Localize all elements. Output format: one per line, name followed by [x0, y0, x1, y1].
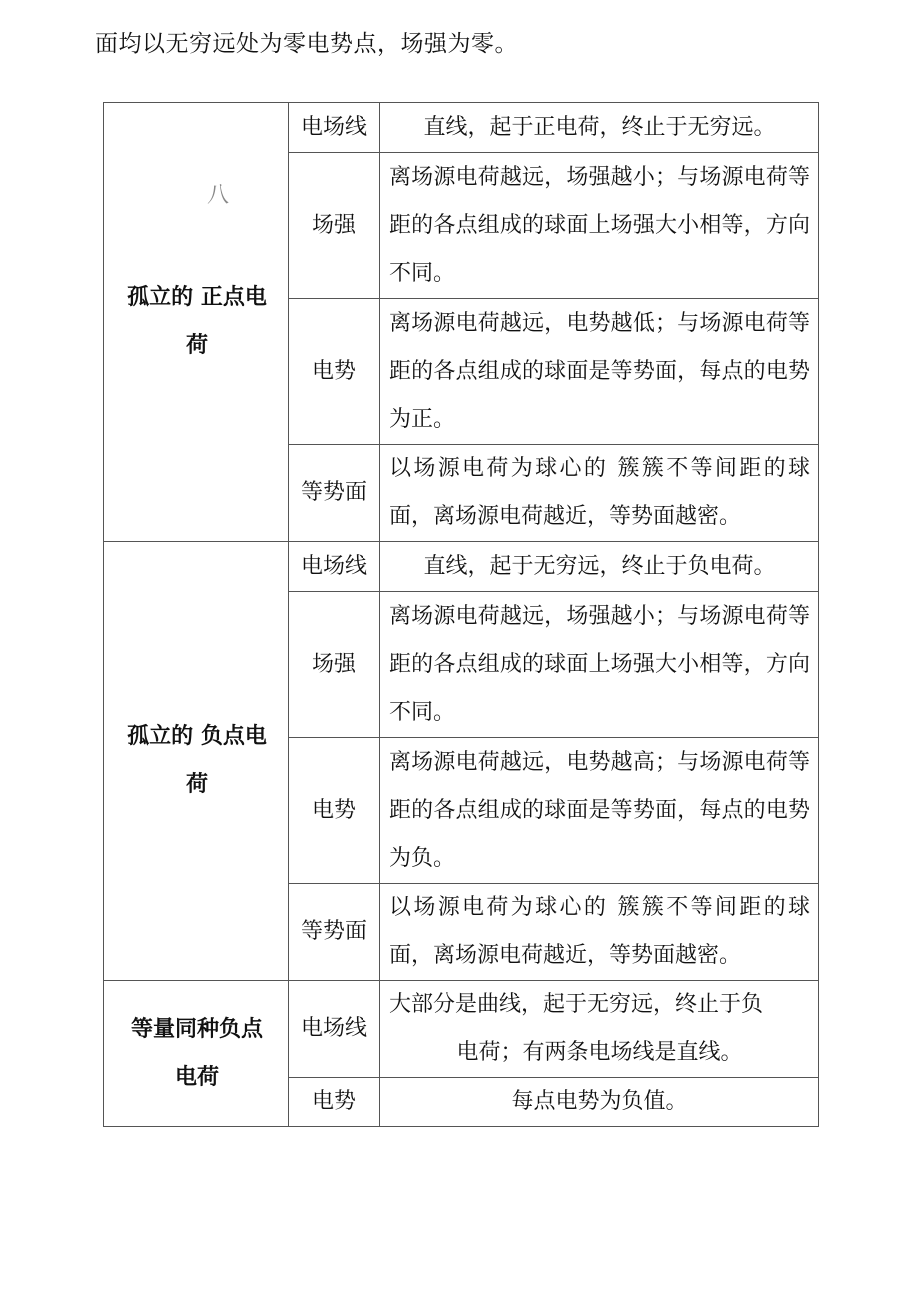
property-cell: 等势面: [289, 884, 380, 981]
property-cell: 电势: [289, 1078, 380, 1127]
property-cell: 电场线: [289, 103, 380, 153]
property-cell: 电场线: [289, 981, 380, 1078]
table-row: [104, 981, 819, 1078]
property-cell: 电场线: [289, 542, 380, 592]
description-cell: 直线，起于无穷远，终止于负电荷。: [380, 542, 819, 592]
description-line: 大部分是曲线，起于无穷远，终止于负: [389, 992, 764, 1017]
description-line: 电荷；有两条电场线是直线。: [456, 1040, 743, 1065]
description-cell: 直线，起于正电荷，终止于无穷远。: [380, 103, 819, 153]
description-cell: 离场源电荷越远，场强越小；与场源电荷等距的各点组成的球面上场强大小相等，方向不同。: [380, 592, 819, 738]
property-cell: 场强: [289, 153, 380, 299]
property-cell: 等势面: [289, 445, 380, 542]
description-cell: 离场源电荷越远，电势越高；与场源电荷等距的各点组成的球面是等势面，每点的电势为负。: [380, 738, 819, 884]
property-cell: 场强: [289, 592, 380, 738]
table-row: [104, 103, 819, 153]
description-cell: 离场源电荷越远，场强越小；与场源电荷等距的各点组成的球面上场强大小相等，方向不同。: [380, 153, 819, 299]
description-cell: 每点电势为负值。: [380, 1078, 819, 1127]
description-cell: 以场源电荷为球心的 簇簇不等间距的球面，离场源电荷越近，等势面越密。: [380, 445, 819, 542]
group-label-equal-negative-charges: 等量同种负点电荷: [104, 981, 289, 1127]
table-row: [104, 542, 819, 592]
intro-text: 面均以无穷远处为零电势点，场强为零。: [95, 31, 518, 57]
group-label-positive-charge: 八 孤立的 正点电荷: [104, 103, 289, 542]
property-cell: 电势: [289, 738, 380, 884]
group-label-negative-charge: 孤立的 负点电荷: [104, 542, 289, 981]
stray-mark: 八: [207, 183, 230, 208]
description-cell: [380, 981, 819, 1078]
description-cell: 离场源电荷越远，电势越低；与场源电荷等距的各点组成的球面是等势面，每点的电势为正。: [380, 299, 819, 445]
charge-properties-table: [103, 102, 819, 1127]
description-cell: 以场源电荷为球心的 簇簇不等间距的球面，离场源电荷越近，等势面越密。: [380, 884, 819, 981]
property-cell: 电势: [289, 299, 380, 445]
